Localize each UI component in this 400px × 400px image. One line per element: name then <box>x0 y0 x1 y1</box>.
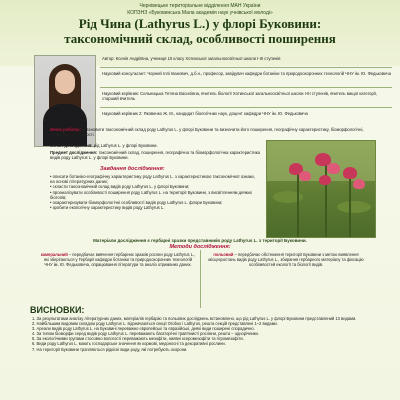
task-item: • описати ботаніко-географічну характеристику роду Lathyrus L. з характеристикою таксономічної ознаки, на основі літературних даних; <box>50 174 255 185</box>
method-field-text: – передбачає обстеження території Буковини з метою виявлення місцезростань видів роду Lathyrus L., збирання гербарного матеріалу та фіксацію особливостей екології та біології видів. <box>208 252 364 267</box>
conclusion-item: 1. За результатами аналізу літературних даних, матеріалів гербарію та польових досліджень встановлено, що рід Lathyrus L. у флорі Буковини представлений 13 видами. <box>32 316 357 321</box>
info-divider-3 <box>100 107 392 108</box>
method-field-label: польовий <box>213 252 234 257</box>
materials-heading: Матеріали дослідження є гербарні зразки представників роду Lathyrus L. з території Буковини. <box>93 238 307 243</box>
task-item: • зробити екологічну характеристику видів роду Lathyrus L. <box>50 205 165 211</box>
conclusion-item: 7. На території Буковини трапляються рідкісні види роду, які потребують охорони. <box>32 346 188 352</box>
subject-text: таксономічний склад, поширення, географічна та біоморфологічна характеристика видів роду Lathyrus L. у флорі Буковини. <box>50 150 260 161</box>
method-cameral <box>40 252 196 267</box>
conclusions-list <box>32 316 380 352</box>
goal-text: встановити таксономічний склад роду Lathyrus L. у флорі Буковини та визначити його поширення, географічну характеристику, біоморфологічні, екологічні особливості. <box>50 127 364 138</box>
task-item: • проаналізувати особливості поширення роду Lathyrus L. на території Буковини, з висвітленням деяких біотопів; <box>50 189 252 200</box>
conclusion-item: 2. Найбільшим видовим складом роду Lathyrus L. відзначаються секції Orobus і Lathyrus, решта секцій представлені 1–2 видами. <box>32 321 278 327</box>
photo-face <box>55 70 75 94</box>
object-paragraph <box>50 143 260 148</box>
method-cameral-text: – передбачає вивчення гербарних зразків рослин роду Lathyrus L., які зберігаються у Гербарії кафедри ботаніки та природоохоронних технологій ЧНУ ім. Ю. Федьковича, опрацювання літератури та аналіз отриманих даних. <box>43 252 196 267</box>
advisor-info-3: Науковий керівник 2: Яковенко Ж. М., кандидат біологічних наук, доцент кафедри ЧНУ ім. Ю. Федьковича <box>102 111 308 116</box>
object-text: рід Lathyrus L. у флорі Буковини. <box>93 143 158 148</box>
lathyrus-flower-photo <box>266 140 376 238</box>
advisor-info-1: Науковий консультант: Чорней Іллі Іванович, д.б.н., професор, завідувач кафедри ботаніки та природоохоронних технологій ЧНУ ім. Ю. Федьковича <box>102 71 391 76</box>
poster-title-line-1: Рід Чина (Lathyrus L.) у флорі Буковини: <box>78 16 322 31</box>
methods-heading: Методи дослідження: <box>169 244 231 250</box>
task-item: • скласти таксономічний склад видів роду Lathyrus L. у флорі Буковини; <box>50 184 190 190</box>
conclusion-item: 6. Види роду Lathyrus L. мають господарське значення як кормові, медоносні та декоративні рослини. <box>32 341 226 347</box>
tasks-heading: Завдання дослідження: <box>100 166 165 172</box>
goal-paragraph <box>50 127 370 137</box>
subject-label: Предмет дослідження: <box>50 150 98 155</box>
method-field <box>206 252 366 267</box>
task-item: • охарактеризувати біоморфологічні особливості видів роду Lathyrus L. флори Буковини; <box>50 200 223 206</box>
org-line-2: КОПЗНЗ «Буковинська Мала академія наук учнівської молоді» <box>127 10 273 16</box>
conclusions-heading: ВИСНОВКИ: <box>30 305 85 315</box>
author-info: Автор: Ксенія Андріївна, учениця 10 класу Хотинської загальноосвітньої школи І-ІІІ ступенів <box>102 56 281 61</box>
org-line-1: Чернівецьке територіальне відділення МАН України <box>139 3 261 9</box>
methods-divider <box>200 250 201 308</box>
object-label: Об'єкт дослідження: <box>50 143 93 148</box>
method-cameral-label: камеральний <box>40 252 68 257</box>
poster-title-line-2: таксономічний склад, особливості поширення <box>64 31 336 46</box>
goal-label: Мета роботи: <box>50 127 81 132</box>
photo-body <box>43 104 87 147</box>
conclusion-item: 4. За типом біоморфи серед видів роду Lathyrus L. переважають багаторічні трав'янисті рослини, решта – однорічники. <box>32 331 259 337</box>
advisor-info-2: Науковий керівник: Сельницька Тетяна Василівна, вчитель біології Хотинської загальноосвітньої школи І-ІІІ ступенів, вчитель вищої категорії, старший вчитель <box>102 91 378 101</box>
conclusion-item: 5. За екологічними групами стосовно вологості переважають мезофіти, наявні ксеромезофіти та гігромезофіти. <box>32 336 244 342</box>
info-divider-1 <box>100 67 392 68</box>
tasks-list <box>50 174 260 210</box>
conclusion-item: 3. Ареали видів роду Lathyrus L. на Буковині переважно європейські та євразійські, деякі види поширені спорадично. <box>32 326 255 332</box>
subject-paragraph <box>50 150 260 160</box>
info-divider-2 <box>100 87 392 88</box>
